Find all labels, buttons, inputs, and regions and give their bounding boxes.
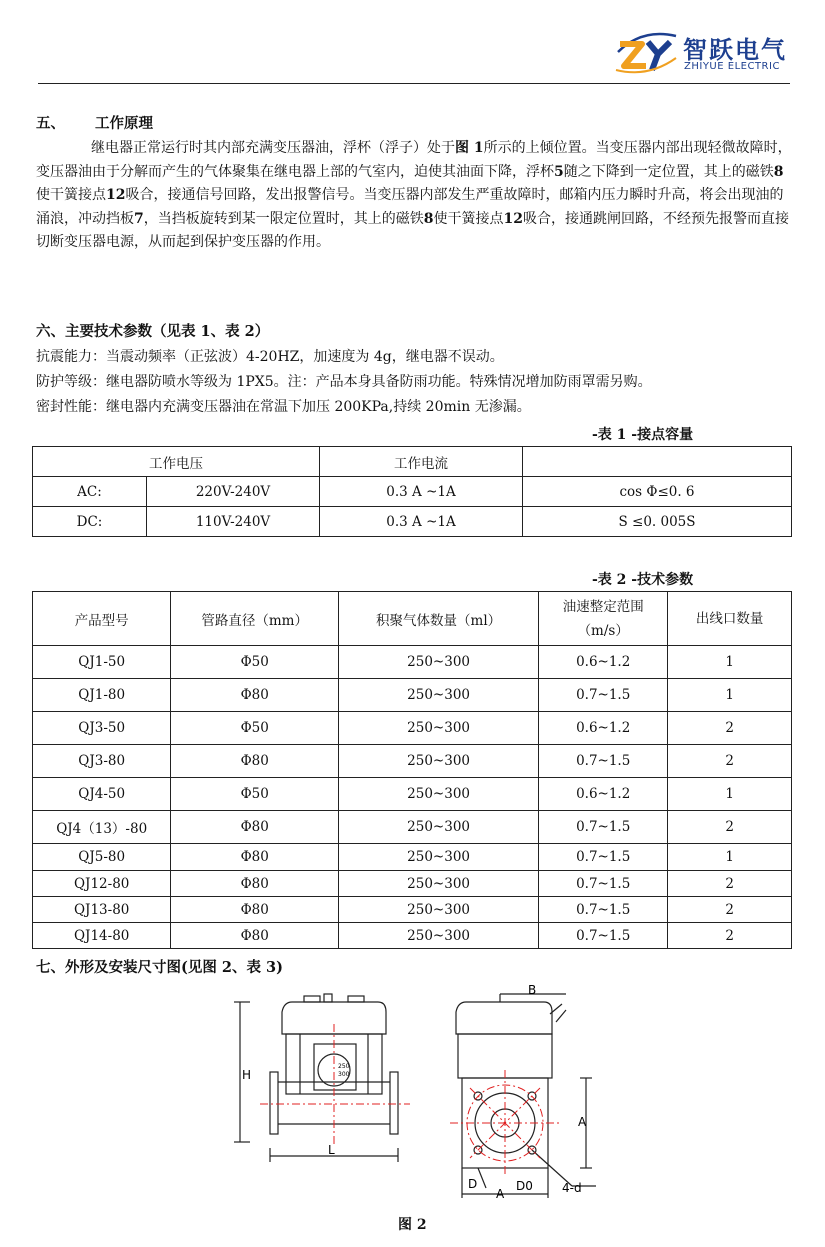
- cell: 2: [668, 923, 792, 949]
- header-current: 工作电流: [320, 447, 523, 477]
- dim-D0-label: D0: [516, 1179, 533, 1193]
- cell: 250~300: [339, 778, 539, 811]
- section7-heading: 七、外形及安装尺寸图(见图 2、表 3): [36, 959, 283, 976]
- header-gas-volume: 积聚气体数量（ml）: [339, 592, 539, 646]
- cell: S ≤0. 005S: [523, 507, 792, 537]
- section5-paragraph: [36, 137, 794, 255]
- cell: 0.7~1.5: [539, 844, 668, 871]
- cell: QJ4-50: [33, 778, 171, 811]
- dim-D-label: D: [468, 1177, 478, 1191]
- table-row: [33, 778, 792, 811]
- cell: 0.7~1.5: [539, 923, 668, 949]
- text: 继电器正常运行时其内部充满变压器油，浮杯（浮子）处于: [91, 140, 455, 156]
- cell: 250~300: [339, 811, 539, 844]
- header-voltage: 工作电压: [33, 447, 320, 477]
- table-row: [33, 923, 792, 949]
- table1-caption: -表 1 -接点容量: [592, 427, 694, 443]
- section5-number: 五、: [36, 115, 65, 132]
- table-row: [33, 811, 792, 844]
- gauge-bottom-label: 300: [338, 1071, 350, 1078]
- cell: 0.3 A ~1A: [320, 477, 523, 507]
- header-model: 产品型号: [33, 592, 171, 646]
- table-row: [33, 477, 792, 507]
- cell: cos Φ≤0. 6: [523, 477, 792, 507]
- cell: 250~300: [339, 646, 539, 679]
- bold-ref: 8: [773, 163, 784, 180]
- cell: 2: [668, 712, 792, 745]
- bold-ref: 8: [423, 210, 434, 227]
- cell: 250~300: [339, 712, 539, 745]
- tech-params-table: [32, 591, 792, 949]
- text: 使干簧接点: [433, 210, 504, 227]
- cell: 250~300: [339, 871, 539, 897]
- cell: 0.7~1.5: [539, 811, 668, 844]
- cell: 250~300: [339, 745, 539, 778]
- bold-ref: 12: [106, 187, 126, 203]
- cell: Φ80: [171, 811, 339, 844]
- cell: 0.7~1.5: [539, 745, 668, 778]
- cell: 2: [668, 897, 792, 923]
- table2-caption: -表 2 -技术参数: [592, 572, 694, 588]
- cell: 0.6~1.2: [539, 646, 668, 679]
- cell: QJ14-80: [33, 923, 171, 949]
- front-view: [234, 994, 398, 1162]
- installation-dimension-drawing: [220, 984, 610, 1204]
- cell: AC:: [33, 477, 147, 507]
- cell: QJ1-50: [33, 646, 171, 679]
- front-centerlines: [260, 1024, 410, 1144]
- table-row: [33, 712, 792, 745]
- cell: Φ80: [171, 745, 339, 778]
- cell: Φ50: [171, 712, 339, 745]
- sealing-line: 密封性能：继电器内充满变压器油在常温下加压 200KPa,持续 20min 无渗漏。: [36, 399, 531, 415]
- table-row: [33, 679, 792, 712]
- cell: 2: [668, 811, 792, 844]
- cell: Φ80: [171, 679, 339, 712]
- cell: 2: [668, 871, 792, 897]
- cell: QJ3-80: [33, 745, 171, 778]
- cell: 0.6~1.2: [539, 712, 668, 745]
- section5-heading: [36, 112, 153, 133]
- cell: QJ3-50: [33, 712, 171, 745]
- cell: Φ80: [171, 844, 339, 871]
- text: 所示的上倾位置。当变压器内部出现轻微故障时，变压器油由于分解而产生的气体聚集在继电器上部的气室内，迫使其油面下降，浮杯: [36, 140, 792, 180]
- dim-H-label: H: [242, 1068, 252, 1082]
- cell: 220V-240V: [147, 477, 320, 507]
- cell: Φ80: [171, 897, 339, 923]
- text: 吸合，接通跳闸回路，不经预先报警而直接切断变压器电源，从而起到保护变压器的作用。: [36, 210, 789, 250]
- header-pipe-diameter: 管路直径（mm）: [171, 592, 339, 646]
- cell: Φ80: [171, 871, 339, 897]
- cell: 2: [668, 745, 792, 778]
- table-row: [33, 897, 792, 923]
- bold-ref: 5: [554, 163, 564, 180]
- protection-line: 防护等级：继电器防喷水等级为 1PX5。注：产品本身具备防雨功能。特殊情况增加防雨罩需另购。: [36, 374, 652, 390]
- logo-chinese-name: 智跃电气: [683, 36, 787, 64]
- text: 随之下降到一定位置，其上的磁铁: [563, 163, 774, 180]
- cell: Φ80: [171, 923, 339, 949]
- cell: Φ50: [171, 778, 339, 811]
- cell: Φ50: [171, 646, 339, 679]
- dim-A-right-label: A: [578, 1115, 587, 1129]
- text: 使干簧接点: [36, 187, 106, 203]
- table-row: [33, 507, 792, 537]
- bold-ref: 12: [503, 210, 523, 227]
- table-row: [33, 871, 792, 897]
- cell: QJ5-80: [33, 844, 171, 871]
- cell: 250~300: [339, 923, 539, 949]
- cell: 0.6~1.2: [539, 778, 668, 811]
- dim-L-label: L: [328, 1143, 335, 1157]
- logo-english-name: ZHIYUE ELECTRIC: [684, 61, 780, 72]
- cell: QJ13-80: [33, 897, 171, 923]
- cell: 0.7~1.5: [539, 871, 668, 897]
- figure2-caption: 图 2: [398, 1217, 427, 1233]
- text: 吸合，接通信号回路，发出报警信号。当变压器内部发生严重故障时，邮箱内压力瞬时升高，将会出现油的涌浪，冲动挡板: [36, 187, 784, 227]
- section6-heading: 六、主要技术参数（见表 1、表 2）: [36, 323, 270, 340]
- header-divider: [38, 83, 790, 84]
- side-view: [456, 994, 596, 1198]
- dim-B-label: B: [528, 984, 537, 997]
- text: ，当挡板旋转到某一限定位置时，其上的磁铁: [143, 210, 424, 227]
- hole-spec-label: 4-d: [562, 1181, 582, 1195]
- cell: 1: [668, 679, 792, 712]
- cell: 0.3 A ~1A: [320, 507, 523, 537]
- cell: 0.7~1.5: [539, 897, 668, 923]
- table-row: [33, 844, 792, 871]
- table-row: [33, 646, 792, 679]
- cell: QJ12-80: [33, 871, 171, 897]
- dim-A-bottom-label: A: [496, 1187, 505, 1201]
- bold-ref: 7: [134, 210, 144, 227]
- table-row: [33, 745, 792, 778]
- header-oil-speed: 油速整定范围（m/s）: [539, 592, 668, 646]
- cell: 250~300: [339, 897, 539, 923]
- cell: QJ4（13）-80: [33, 811, 171, 844]
- seismic-line: 抗震能力：当震动频率（正弦波）4-20HZ，加速度为 4g，继电器不误动。: [36, 349, 504, 365]
- bold-ref: 图 1: [455, 140, 484, 156]
- cell: QJ1-80: [33, 679, 171, 712]
- contact-capacity-table: [32, 446, 792, 537]
- header-blank: [523, 447, 792, 477]
- section5-title: 工作原理: [95, 115, 153, 132]
- header-outlet-count: 出线口数量: [668, 592, 792, 646]
- cell: 110V-240V: [147, 507, 320, 537]
- cell: 250~300: [339, 679, 539, 712]
- cell: 1: [668, 844, 792, 871]
- cell: 0.7~1.5: [539, 679, 668, 712]
- cell: 250~300: [339, 844, 539, 871]
- gauge-top-label: 250: [338, 1063, 350, 1070]
- cell: DC:: [33, 507, 147, 537]
- cell: 1: [668, 778, 792, 811]
- cell: 1: [668, 646, 792, 679]
